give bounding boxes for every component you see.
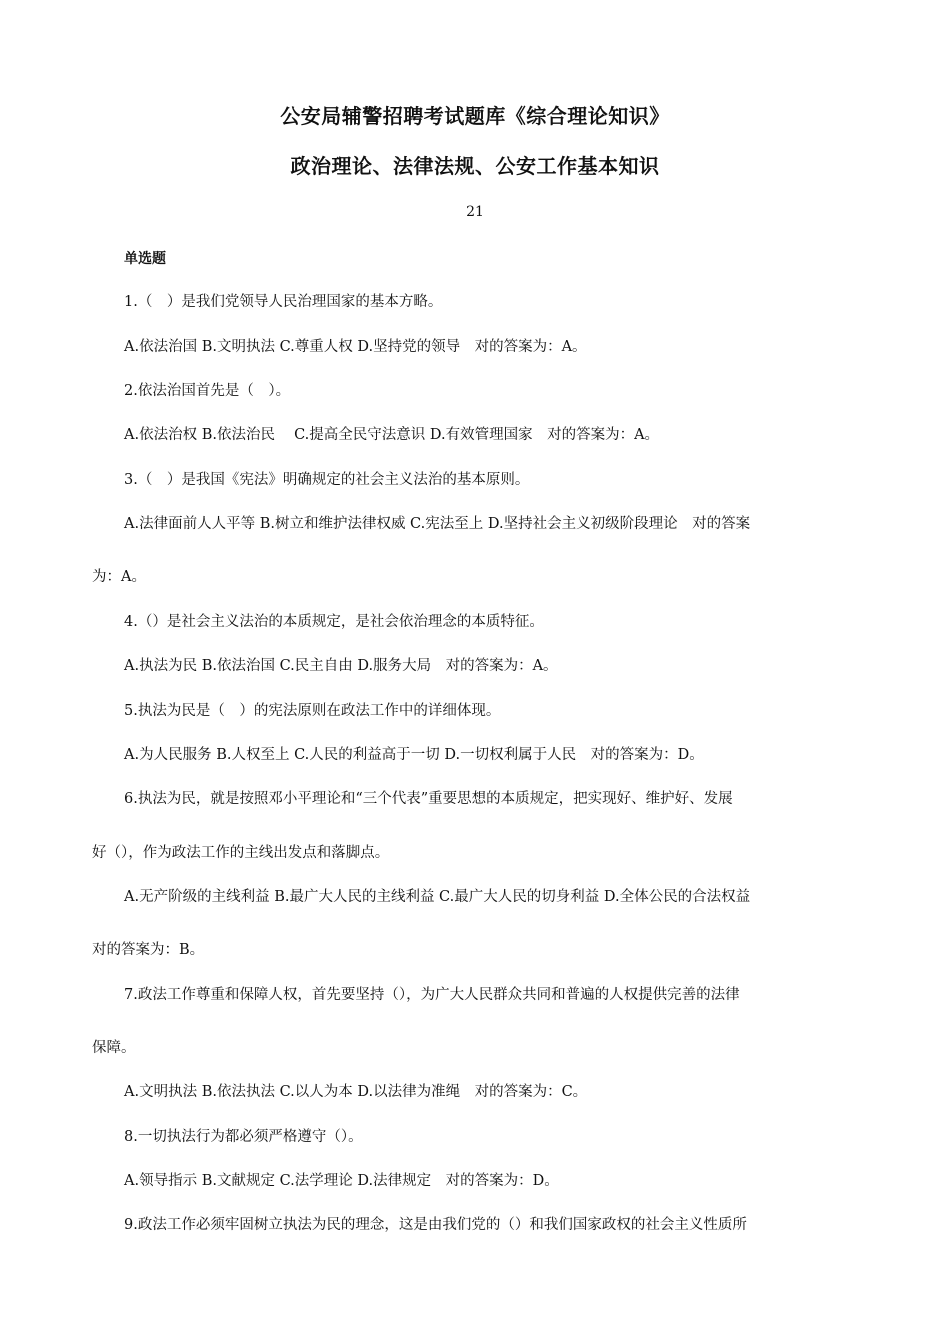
options-6: A.无产阶级的主线利益 B.最广大人民的主线利益 C.最广大人民的切身利益 D.全体公民的合法权益: [124, 889, 751, 905]
options-4: A.执法为民 B.依法治国 C.民主自由 D.服务大局 对的答案为：A。: [124, 658, 558, 674]
options-1: A.依法治国 B.文明执法 C.尊重人权 D.坚持党的领导 对的答案为：A。: [124, 339, 587, 355]
document-title: 公安局辅警招聘考试题库《综合理论知识》: [280, 104, 670, 128]
document-subtitle: 政治理论、法律法规、公安工作基本知识: [290, 154, 660, 178]
options-5: A.为人民服务 B.人权至上 C.人民的利益高于一切 D.一切权利属于人民 对的答案为：D。: [124, 747, 704, 763]
question-9: 9.政法工作必须牢固树立执法为民的理念，这是由我们党的（）和我们国家政权的社会主义性质所: [124, 1217, 747, 1233]
question-3: 3.（ ）是我国《宪法》明确规定的社会主义法治的基本原则。: [124, 472, 530, 488]
question-4: 4.（）是社会主义法治的本质规定，是社会依治理念的本质特征。: [124, 614, 544, 630]
options-2: A.依法治权 B.依法治民 C.提高全民守法意识 D.有效管理国家 对的答案为：A。: [124, 427, 660, 443]
options-3-continued: 为：A。: [92, 569, 146, 585]
question-6-continued: 好（），作为政法工作的主线出发点和落脚点。: [92, 845, 390, 861]
page-number: 21: [466, 204, 484, 220]
section-heading: 单选题: [124, 251, 166, 267]
options-3: A.法律面前人人平等 B.树立和维护法律权威 C.宪法至上 D.坚持社会主义初级阶段理论 对的答案: [124, 516, 751, 532]
options-7: A.文明执法 B.依法执法 C.以人为本 D.以法律为准绳 对的答案为：C。: [124, 1084, 588, 1100]
question-7-continued: 保障。: [92, 1040, 136, 1056]
question-5: 5.执法为民是（ ）的宪法原则在政法工作中的详细体现。: [124, 703, 501, 719]
question-7: 7.政法工作尊重和保障人权，首先要坚持（），为广大人民群众共同和普遍的人权提供完善的法律: [124, 987, 740, 1003]
options-6-continued: 对的答案为：B。: [92, 942, 205, 958]
question-6: 6.执法为民，就是按照邓小平理论和“三个代表”重要思想的本质规定，把实现好、维护好、发展: [124, 791, 733, 807]
question-1: 1.（ ）是我们党领导人民治理国家的基本方略。: [124, 294, 443, 310]
question-2: 2.依法治国首先是（ ）。: [124, 383, 291, 399]
question-8: 8.一切执法行为都必须严格遵守（）。: [124, 1129, 363, 1145]
options-8: A.领导指示 B.文献规定 C.法学理论 D.法律规定 对的答案为：D。: [124, 1173, 559, 1189]
